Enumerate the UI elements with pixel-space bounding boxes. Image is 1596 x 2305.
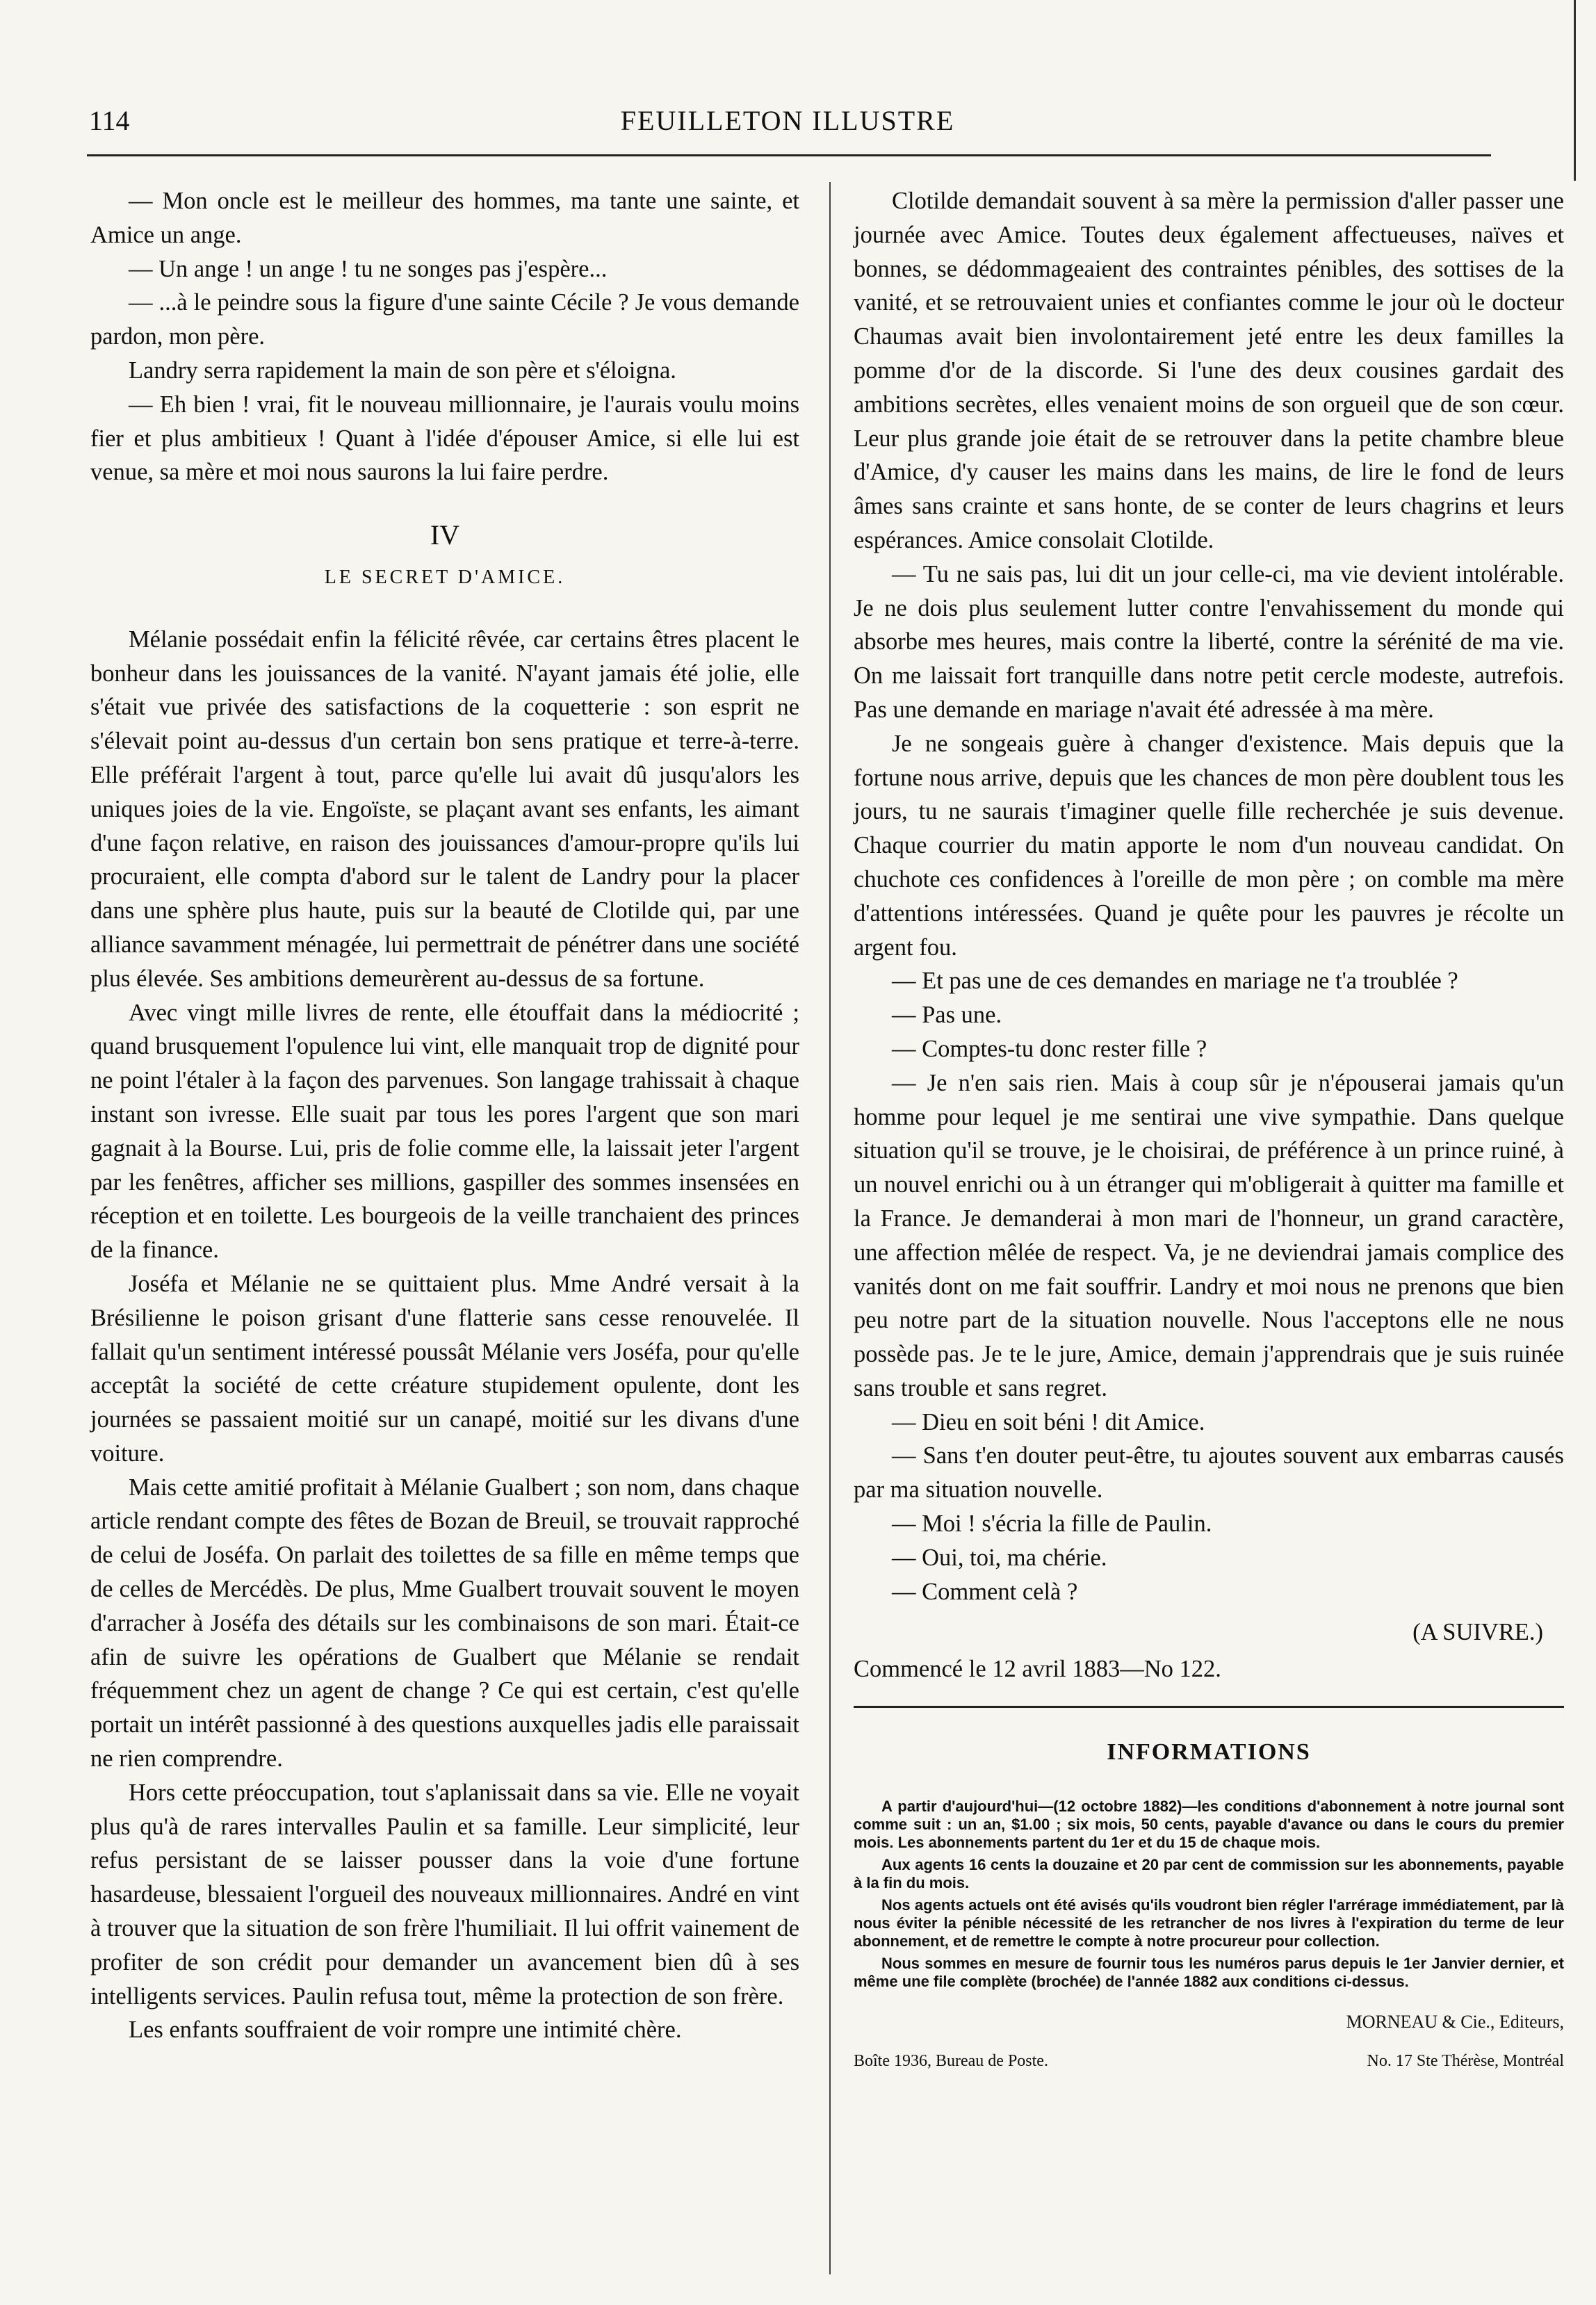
- paragraph: Avec vingt mille livres de rente, elle étouffait dans la médiocrité ; quand brusquement l'opulence lui vint, elle manquait trop de dignité pour ne point l'étaler à la façon des parvenues. Son langage trahissait à chaque instant son ivresse. Elle suait par tous les pores l'argent que son mari gagnait à la Bourse. Lui, pris de folie comme elle, la laissait jeter l'argent par les fenêtres, afficher ses millions, gaspiller des sommes insensées en réception et en toilette. Les bourgeois de la veille tranchaient des princes de la finance.: [90, 999, 799, 1264]
- section-rule: [854, 1706, 1564, 1708]
- paragraph: Mais cette amitié profitait à Mélanie Gualbert ; son nom, dans chaque article rendant compte des fêtes de Bozan de Breuil, se trouvait rapproché de celui de Joséfa. On parlait des toilettes de sa fille en même temps que de celles de Mercédès. De plus, Mme Gualbert trouvait souvent le moyen d'arracher à Joséfa des détails sur les combinaisons de son mari. Était-ce afin de suivre les opérations de Gualbert que Mélanie se rendait fréquemment chez un agent de change ? Ce qui est certain, c'est qu'elle portait un intérêt passionné à des questions auxquelles jadis elle paraissait ne rien comprendre.: [90, 1474, 799, 1773]
- publisher-address: [854, 2051, 1564, 2071]
- chapter-number: IV: [430, 519, 460, 551]
- paragraph: — Pas une.: [892, 1002, 1002, 1029]
- column-divider: [829, 182, 831, 2274]
- serial-start-note: Commencé le 12 avril 1883—No 122.: [854, 1656, 1221, 1683]
- running-title: FEUILLETON ILLUSTRE: [620, 105, 955, 136]
- publisher: MORNEAU & Cie., Editeurs,: [1346, 2011, 1564, 2032]
- paragraph: Je ne songeais guère à changer d'existence. Mais depuis que la fortune nous arrive, depuis que les chances de mon père doublent tous les jours, tu ne saurais t'imaginer quelle fille recherchée je suis devenue. Chaque courrier du matin apporte le nom d'un nouveau candidat. On chuchote ces confidences à l'oreille de mon père ; on comble ma mère d'attentions intéressées. Quand je quête pour les pauvres je récolte un argent fou.: [854, 730, 1564, 961]
- paragraph: Mélanie possédait enfin la félicité rêvée, car certains êtres placent le bonheur dans les jouissances de la vanité. N'ayant jamais été jolie, elle s'était vue privée des satisfactions de la coquetterie : son esprit ne s'élevait point au-dessus d'un certain bon sens pratique et terre-à-terre. Elle préférait l'argent à tout, parce qu'elle lui avait dû jusqu'alors les uniques joies de la vie. Engoïste, se plaçant avant ses enfants, les aimant d'une façon relative, en raison des jouissances d'amour-propre qu'ils lui procuraient, elle compta d'abord sur le talent de Landry pour la placer dans une sphère plus haute, puis sur la beauté de Clotilde qui, par une alliance savamment ménagée, lui permettrait de pénétrer dans une société plus élevée. Ses ambitions demeurèrent au-dessus de sa fortune.: [90, 626, 799, 992]
- paragraph: Hors cette préoccupation, tout s'aplanissait dans sa vie. Elle ne voyait plus qu'à de rares intervalles Paulin et sa famille. Leur simplicité, leur refus persistant de se laisser pousser dans la voie d'une fortune hasardeuse, blessaient l'orgueil des nouveaux millionnaires. André en vint à trouver que la situation de son frère l'humiliait. Il lui offrit vainement de profiter de son crédit pour demander un avancement bien dû à ses intelligents services. Paulin refusa tout, même la protection de son frère.: [90, 1779, 799, 2010]
- paragraph: — Et pas une de ces demandes en mariage ne t'a troublée ?: [892, 968, 1458, 995]
- info-paragraph: Nous sommes en mesure de fournir tous les numéros parus depuis le 1er Janvier dernier, et même une file complète (brochée) de l'année 1882 aux conditions ci-dessus.: [854, 1954, 1564, 1990]
- paragraph: — Comment celà ?: [892, 1578, 1078, 1605]
- paragraph: — Un ange ! un ange ! tu ne songes pas j'espère...: [129, 255, 608, 282]
- paragraph: — Tu ne sais pas, lui dit un jour celle-ci, ma vie devient intolérable. Je ne dois plus seulement lutter contre l'envahissement du monde qui absorbe mes heures, mais contre la liberté, contre la sérénité de ma vie. On me laissait fort tranquille dans notre petit cercle modeste, autrefois. Pas une demande en mariage n'avait été adressée à ma mère.: [854, 560, 1564, 723]
- paragraph: Joséfa et Mélanie ne se quittaient plus. Mme André versait à la Brésilienne le poison grisant d'une flatterie sans cesse renouvelée. Il fallait qu'un sentiment intéressé poussât Mélanie vers Joséfa, pour qu'elle acceptât la société de cette créature stupidement opulente, dont les journées se passaient moitié sur un canapé, moitié sur les divans d'une voiture.: [90, 1270, 799, 1467]
- paragraph: — Oui, toi, ma chérie.: [892, 1544, 1107, 1571]
- paragraph: — Comptes-tu donc rester fille ?: [892, 1035, 1207, 1062]
- paragraph: — Dieu en soit béni ! dit Amice.: [892, 1408, 1205, 1435]
- info-paragraph: Aux agents 16 cents la douzaine et 20 par cent de commission sur les abonnements, payable à la fin du mois.: [854, 1855, 1564, 1891]
- paragraph: — Eh bien ! vrai, fit le nouveau millionnaire, je l'aurais voulu moins fier et plus ambitieux ! Quant à l'idée d'épouser Amice, si elle lui est venue, sa mère et moi nous saurons la lui faire perdre.: [90, 391, 799, 486]
- chapter-title: LE SECRET D'AMICE.: [324, 566, 566, 588]
- info-paragraph: A partir d'aujourd'hui—(12 octobre 1882)—les conditions d'abonnement à notre journal sont comme suit : un an, $1.00 ; six mois, 50 cents, payable d'avance ou dans le cours du premier mois. Les abonnements partent du 1er et du 15 de chaque mois.: [854, 1797, 1564, 1851]
- info-paragraph: Nos agents actuels ont été avisés qu'ils voudront bien régler l'arrérage immédiatement, par là nous éviter la pénible nécessité de les retrancher de nos livres à l'expiration du terme de leur abonnement, et de remettre le compte à notre procureur pour collection.: [854, 1896, 1564, 1950]
- paragraph: — Je n'en sais rien. Mais à coup sûr je n'épouserai jamais qu'un homme pour lequel je me sentirai une vive sympathie. Dans quelque situation qu'il se trouve, je le choisirai, de préférence à un prince ruiné, à un nouvel enrichi ou à un étranger qui m'obligerait à quitter ma famille et la France. Je demanderai à mon mari de l'honneur, un grand caractère, une affection mêlée de respect. Va, je ne deviendrai jamais complice des vanités dont on me fait souffrir. Landry et moi nous ne prenons que bien peu notre part de la situation nouvelle. Nous l'acceptons elle ne nous possède pas. Je te le jure, Amice, demain j'apprendrais que je suis ruinée sans trouble et sans regret.: [854, 1069, 1564, 1401]
- left-column: [90, 184, 799, 2047]
- edge-rule: [1574, 0, 1576, 181]
- paragraph: — Moi ! s'écria la fille de Paulin.: [892, 1510, 1212, 1538]
- informations-title: INFORMATIONS: [1107, 1739, 1311, 1766]
- paragraph: Clotilde demandait souvent à sa mère la permission d'aller passer une journée avec Amice. Toutes deux également affectueuses, naïves et bonnes, se dédommageaient des contraintes pénibles, des sottises de la vanité, et se retrouvaient unies et confiantes comme le jour où le docteur Chaumas avait bien involontairement jeté entre les deux familles la pomme d'or de la discorde. Si l'une des deux cousines gardait des ambitions secrètes, elles venaient moins de son orgueil que de son cœur. Leur plus grande joie était de se retrouver dans la petite chambre bleue d'Amice, d'y causer les mains dans les mains, de lire le fond de leurs âmes sans crainte et sans honte, de se conter de leurs chagrins et leurs espérances. Amice consolait Clotilde.: [854, 188, 1564, 553]
- paragraph: Landry serra rapidement la main de son père et s'éloigna.: [129, 357, 676, 384]
- paragraph: — Sans t'en douter peut-être, tu ajoutes souvent aux embarras causés par ma situation nouvelle.: [854, 1442, 1564, 1504]
- informations-section: [854, 1736, 1564, 2071]
- page-header: [89, 104, 1486, 146]
- to-be-continued: (A SUIVRE.): [1412, 1619, 1543, 1646]
- street-address: No. 17 Ste Thérèse, Montréal: [1367, 2051, 1564, 2070]
- page-number: 114: [89, 105, 130, 136]
- right-column: [854, 184, 1564, 2071]
- paragraph: — ...à le peindre sous la figure d'une sainte Cécile ? Je vous demande pardon, mon père.: [90, 289, 799, 350]
- post-box: Boîte 1936, Bureau de Poste.: [854, 2051, 1048, 2070]
- header-rule: [87, 154, 1491, 156]
- paragraph: Les enfants souffraient de voir rompre une intimité chère.: [129, 2017, 682, 2044]
- paragraph: — Mon oncle est le meilleur des hommes, ma tante une sainte, et Amice un ange.: [90, 188, 799, 248]
